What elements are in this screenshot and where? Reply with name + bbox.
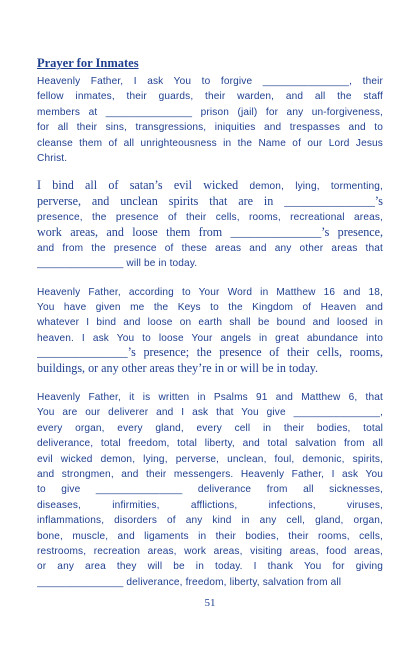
text-segment: bone, muscle, and ligaments in their bodies, their rooms, cells, xyxy=(37,530,383,542)
text-segment: inflammations, disorders of any kind in any cell, gland, organ, xyxy=(37,515,383,527)
text-line xyxy=(37,403,383,418)
text-line xyxy=(37,465,383,480)
text-line xyxy=(37,480,383,495)
text-segment: deliverance, total freedom, total liberty, and total salvation from all xyxy=(37,438,383,450)
text-line xyxy=(37,134,383,149)
text-segment: diseases, infirmities, afflictions, infections, viruses, xyxy=(37,499,383,511)
text-segment: for all their sins, transgressions, iniquities and trespasses and to xyxy=(37,122,383,134)
text-segment: buildings, or any other areas they’re in or will be in today. xyxy=(37,360,318,375)
text-segment: Heavenly Father, according to Your Word in Matthew 16 and 18, xyxy=(37,286,383,298)
text-segment: fellow inmates, their guards, their warden, and all the staff xyxy=(37,91,383,103)
text-line xyxy=(37,193,383,208)
text-line xyxy=(37,283,383,298)
text-line xyxy=(37,557,383,572)
text-segment: Christ. xyxy=(37,152,68,164)
text-line xyxy=(37,118,383,133)
text-line xyxy=(37,496,383,511)
text-line xyxy=(37,149,383,164)
text-segment: Heavenly Father, I ask You to forgive _______________, their xyxy=(37,76,383,87)
text-segment: whatever I bind and loose on earth shall be bound and loosed in xyxy=(37,317,383,329)
paragraph xyxy=(37,388,383,588)
paragraph xyxy=(37,283,383,375)
text-line xyxy=(37,511,383,526)
text-segment: _______________’s presence; the presence of their cells, rooms, xyxy=(37,345,383,360)
text-segment: Heavenly Father, it is written in Psalms 91 and Matthew 6, that xyxy=(37,392,383,404)
text-line xyxy=(37,344,383,359)
text-line xyxy=(37,254,383,269)
text-line xyxy=(37,388,383,403)
text-segment: work areas, and loose them from _______________’s presence, xyxy=(37,224,383,239)
text-line xyxy=(37,419,383,434)
text-segment: evil wicked demon, lying, perverse, unclean, foul, demonic, spirits, xyxy=(37,453,383,465)
text-segment: You have given me the Keys to the Kingdom of Heaven and xyxy=(37,302,383,314)
text-line xyxy=(37,450,383,465)
text-line xyxy=(37,329,383,344)
text-segment: I bind all of satan’s evil wicked xyxy=(37,178,250,193)
text-line xyxy=(37,72,383,87)
text-segment: members at _______________ prison (jail) for any un-forgiveness, xyxy=(37,106,383,118)
text-segment: _______________ deliverance, freedom, liberty, salvation from all xyxy=(37,576,342,588)
text-line xyxy=(37,542,383,557)
text-line xyxy=(37,313,383,328)
text-segment: heaven. I ask You to loose Your angels in great abundance into xyxy=(37,332,383,344)
text-line xyxy=(37,298,383,313)
text-line xyxy=(37,360,383,375)
text-segment: or any area they will be in today. I thank You for giving xyxy=(37,561,383,573)
text-segment: _______________ will be in today. xyxy=(37,258,198,270)
page-number: 51 xyxy=(204,597,216,609)
text-line xyxy=(37,177,383,192)
text-line xyxy=(37,434,383,449)
text-line xyxy=(37,103,383,118)
page-title: Prayer for Inmates xyxy=(37,56,139,70)
text-line xyxy=(37,573,383,588)
text-segment: demon, lying, tormenting, xyxy=(249,181,383,193)
text-segment: You are our deliverer and I ask that You give _______________, xyxy=(37,407,383,419)
text-segment: to give _______________ deliverance from all sicknesses, xyxy=(37,484,383,496)
text-line xyxy=(37,87,383,102)
text-segment: perverse, and unclean spirits that are in _______________’s xyxy=(37,193,383,208)
paragraph xyxy=(37,177,383,269)
text-segment: restrooms, recreation areas, work areas, visiting areas, food areas, xyxy=(37,545,383,557)
text-line xyxy=(37,208,383,223)
text-segment: cleanse them of all unrighteousness in the Name of our Lord Jesus xyxy=(37,137,383,149)
text-segment: and strongmen, and their messengers. Heavenly Father, I ask You xyxy=(37,468,383,480)
text-line xyxy=(37,239,383,254)
text-segment: and from the presence of these areas and any other areas that xyxy=(37,242,383,254)
text-line xyxy=(37,224,383,239)
paragraph xyxy=(37,72,383,164)
page-content xyxy=(37,56,383,601)
text-segment: every organ, every gland, every cell in their bodies, total xyxy=(37,422,383,434)
prayer-body xyxy=(37,72,383,588)
text-segment: presence, the presence of their cells, rooms, recreational areas, xyxy=(37,212,383,224)
text-line xyxy=(37,527,383,542)
